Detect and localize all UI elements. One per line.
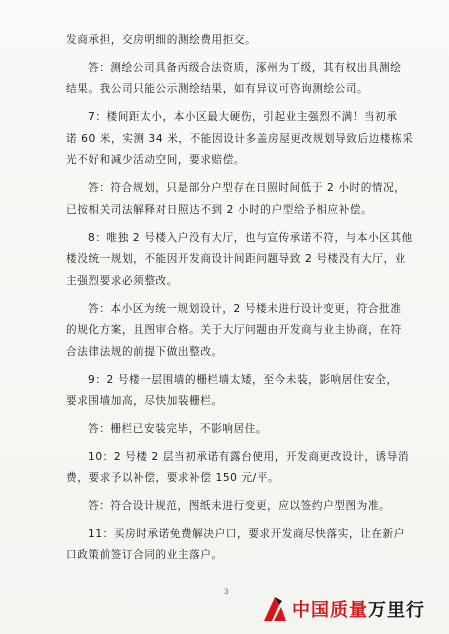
watermark-text-dark: 万里行 [368, 600, 425, 621]
watermark-text-red: 中国质量 [292, 600, 368, 621]
text-line: 9：2 号楼一层围墙的栅栏墙太矮，至今未装，影响居住安全， [88, 373, 398, 386]
text-line: 发商承担，交房明细的测绘费用拒交。 [66, 34, 257, 46]
page-number: 3 [224, 588, 229, 596]
text-line: 要求围墙加高，尽快加装栅栏。 [66, 395, 223, 408]
watermark-text [292, 596, 425, 622]
text-line: 诺 60 米，实测 34 米，不能因设计多盖房屋更改规划导致后边楼栋采 [66, 132, 414, 145]
text-line: 答：测绘公司具备丙级合法资质，涿州为丁级，其有权出具测绘 [88, 61, 402, 74]
document-body [66, 30, 414, 567]
zhiliang-wanlixing-logo-icon [262, 595, 288, 623]
text-line: 口政策前签订合同的业主落户。 [66, 549, 223, 562]
text-line: 楼没统一规划，不能因开发商设计间距问题导致 2 号楼没有大厅，业 [66, 253, 406, 266]
text-line: 已按相关司法解释对日照达不到 2 小时的户型给予相应补偿。 [66, 203, 373, 216]
text-line: 费，要求予以补偿，要求补偿 150 元/平。 [66, 472, 280, 485]
text-line: 合法律法规的前提下做出整改。 [66, 345, 223, 358]
text-line: 答：本小区为统一规划设计，2 号楼未进行设计变更，符合批准 [88, 302, 402, 315]
text-line: 结果。我公司只能公示测绘结果，如有异议可咨询测绘公司。 [66, 83, 369, 96]
text-line: 答：栅栏已安装完毕，不影响居住。 [88, 423, 268, 435]
watermark-logo [262, 591, 442, 627]
text-line: 7：楼间距太小，本小区最大硬伤，引起业主强烈不满！当初承 [88, 111, 398, 124]
text-line: 11：买房时承诺免费解决户口，要求开发商尽快落实，让在新户 [88, 527, 405, 540]
text-line: 的规化方案，且图审合格。关于大厅问题由开发商与业主协商，在符 [66, 324, 402, 337]
text-line: 答：符合设计规范，图纸未进行变更，应以签约户型图为准。 [88, 500, 391, 513]
text-line: 主强烈要求必须整改。 [66, 274, 178, 287]
text-line: 8：唯独 2 号楼入户没有大厅，也与宣传承诺不符，与本小区其他 [88, 231, 413, 244]
text-line: 答：符合规划，只是部分户型存在日照时间低于 2 小时的情况， [88, 182, 406, 195]
text-line: 10：2 号楼 2 层当初承诺有露台使用，开发商更改设计，诱导消 [88, 450, 410, 463]
text-line: 光不好和减少活动空间，要求赔偿。 [66, 154, 246, 167]
